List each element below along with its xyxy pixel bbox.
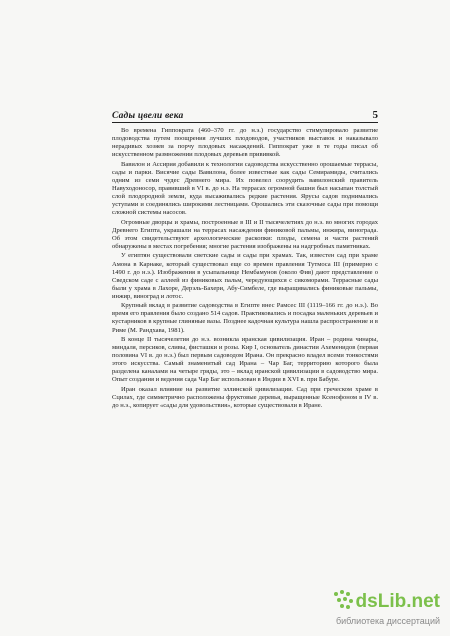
watermark-logo: [334, 590, 440, 612]
page-number: 5: [372, 109, 378, 121]
watermark-subtitle: библиотека диссертаций: [335, 616, 440, 626]
paragraph: Огромные дворцы и храмы, построенные в III и II тысячелетиях до н.э. во многих городах Древнего Египта, украшали на террасах насаждения финиковой пальмы, инжира, винограда. Об этом свидетельствуют археологические раскопки: плоды, семена и части растений обнаружены в местах погребения; многие растения изображены на надгробных памятниках.: [112, 218, 378, 250]
paragraph: Во времена Гиппократа (460–370 гг. до н.э.) государство стимулировало развитие плодоводства путем поощрения лучших плодоводов, участников выставок и наказывало нерадивых хозяев за порчу плодовых насаждений. Гиппократ уже в те годы писал об искусственном размножении плодовых деревьев прививкой.: [112, 127, 378, 159]
header-rule: [112, 122, 378, 123]
dots-logo-icon: [334, 590, 354, 612]
paragraph: У египтян существовали светские сады и сады при храмах. Так, известен сад при храме Амона в Карнаке, который существовал еще со времен правления Тутмоса III (примерно с 1490 г. до н.э.). Изображения в усыпальнице Нембамунов (около Фив) дают представление о Сведском саде с аллеей из финиковых пальм, чередующихся с сикоморами. Террасные сады были у храма в Лахоре, Дерэль-Бахери, Абу-Симбеле, где выращивались финиковые пальмы, инжир, виноград и лотос.: [112, 252, 378, 300]
body-text: [112, 127, 378, 410]
paragraph: Иран оказал влияние на развитие эллинской цивилизации. Сад при греческом храме в Сцилах, где симметрично расположены фруктовые деревья, выращенные Ксенофоном в IV в. до н.э., копирует «сады для удовольствия», которые существовали в Иране.: [112, 386, 378, 410]
page-header: [112, 107, 378, 121]
running-title: Сады цвели века: [112, 111, 184, 121]
paragraph: Вавилон и Ассирия добавили к технологии садоводства искусственно орошаемые террасы, сады и парки. Висячие сады Вавилона, более известные как сады Семирамиды, считались одним из семи чудес Древнего мира. Их повелел соорудить вавилонский правитель Навуходоносор, правивший в VI в. до н.э. На террасах огромной башни был насыпан толстый слой плодородной земли, куда высаживались редкие растения. Ярусы садов поднимались уступами и соединялись широкими лестницами. Орошались эти сказочные сады при помощи сложной системы насосов.: [112, 160, 378, 217]
watermark: [318, 590, 440, 632]
watermark-brand: dsLib.net: [355, 591, 440, 612]
paragraph: В конце II тысячелетия до н.э. возникла иранская цивилизация. Иран – родина чинары, миндаля, персиков, сливы, фисташки и розы. Кир I, основатель династии Ахеменидов (первая половина VI в. до н.э.) был первым садоводом Ирана. Он прекрасно владел всеми тонкостями этого искусства. Самый знаменитый сад Ирана – Чар Баг, территорию которого была разделена каналами на четыре гряды, это – вклад иранской цивилизации в садоводство мира. Опыт создания и ведения сада Чар Баг использован в Индии в XVI в. при Бабуре.: [112, 336, 378, 384]
paragraph: Крупный вклад в развитие садоводства в Египте внес Рамсес III (1119–166 гг. до н.э.). Во время его правления было создано 514 садов. Практиковались и посадка маленьких деревьев и кустарников в крупные глиняные вазы. Позднее кадочная культура нашла распространение и в Риме (М. Рандхава, 1981).: [112, 302, 378, 334]
